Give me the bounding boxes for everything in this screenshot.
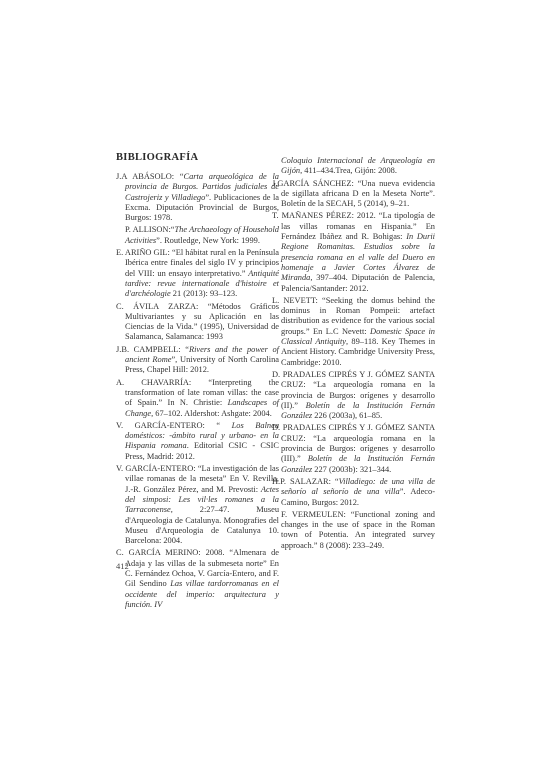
entry-text: ”. Routledge, New York: 1999. (156, 235, 260, 245)
entry-text: C. GARCÍA MERINO: 2008. “Almenara de Adaja y las villas de la submeseta norte” En C. Fernández Ochoa, V. García-Entero, and F. Gil Sendino (116, 548, 279, 589)
entry-title-italic: Domestic Space in Classical Antiquity (281, 326, 435, 347)
entry-title-italic: Rivers and the power of ancient Rome (125, 344, 279, 365)
bibliography-entry (116, 464, 279, 546)
entry-text: . Editorial CSIC - CSIC Press, Madrid: 2012. (125, 441, 279, 461)
bibliography-entry (272, 156, 435, 177)
entry-text: J.A ABÁSOLO: “ (116, 172, 184, 181)
bibliography-entry (272, 423, 435, 474)
entry-title-italic: Boletín de la Institución Fernán González (281, 454, 435, 474)
entry-title-italic: Landscapes of Change (125, 398, 279, 418)
page-number: 412 (116, 561, 129, 571)
entry-text: ”. Adeco-Camino, Burgos: 2012. (281, 487, 435, 507)
entry-title-italic: Las villae tardorromanas en el occidente del imperio: arquitectura y función. IV (125, 579, 279, 609)
entry-text: J.GARCÍA SÁNCHEZ: “Una nueva evidencia de sigillata africana D en la Meseta Norte”. Boletín de la SECAH, 5 (2014), 9–21. (272, 178, 435, 209)
entry-title-italic: Villadiego: de una villa de señorío al señorío de una villa (281, 476, 435, 497)
entry-text: , 397–404. Diputación de Palencia, Palencia/Santander: 2012. (281, 273, 435, 293)
entry-text: V. GARCÍA-ENTERO: “ (116, 420, 232, 430)
bibliography-entry (272, 370, 435, 421)
entry-text: , 89–118. Key Themes in Ancient History. Cambridge University Press, Cambridge: 2010. (281, 337, 436, 367)
entry-text: ”. Publicaciones de la Excma. Diputación Provincial de Burgos, Burgos: 1978. (125, 192, 279, 223)
bibliography-entry (116, 248, 279, 299)
entry-text: , 67–102. Aldershot: Ashgate: 2004. (151, 408, 272, 418)
bibliography-entry (116, 421, 279, 462)
entry-text: 226 (2003a), 61–85. (312, 411, 383, 421)
bibliography-entry (272, 477, 435, 508)
bibliography-column-right (272, 156, 435, 553)
entry-text: A. CHAVARRÍA: “Interpreting the transformation of late roman villas: the case of Spain.” In N. Christie: (116, 377, 279, 408)
entry-text: C. ÁVILA ZARZA: “Métodos Gráficos Multivariantes y su Aplicación en las Ciencias de la Vida.” (1995), Universidad de Salamanca, Salamanca: 1993 (116, 301, 279, 342)
entry-title-italic: The Archaeology of Household Activities (125, 225, 279, 245)
entry-text: F. VERMEULEN: “Functional zoning and changes in the use of space in the Roman town of Potentia. An integrated survey approach.” 8 (2008): 233–249. (281, 509, 435, 550)
entry-text: D. PRADALES CIPRÉS Y J. GÓMEZ SANTA CRUZ: “La arqueología romana en la provincia de Burgos: orígenes y desarrollo (III).” (272, 423, 435, 464)
entry-title-italic: Coloquio Internacional de Arqueología en Gijón (281, 156, 435, 176)
bibliography-entry (272, 296, 435, 368)
bibliography-entry (272, 211, 435, 293)
entry-title-italic: Boletín de la Institución Fernán González (281, 400, 435, 421)
entry-text: T. MAÑANES PÉREZ: 2012. “La tipología de las villas romanas en Hispania.” En Fernández Ibáñez and R. Bohigas: (272, 211, 435, 242)
page-title: BIBLIOGRAFÍA (116, 152, 199, 163)
bibliography-entry (116, 378, 279, 419)
entry-text: H.P. SALAZAR: “ (272, 476, 339, 486)
bibliography-entry (272, 510, 435, 551)
entry-title-italic: In Durii Regione Romanitas. Estudios sobre la presencia romana en el valle del Duero en homenaje a Javier Cortes Álvarez de Miranda (281, 232, 435, 283)
entry-text: ”, University of North Carolina Press, Chapel Hill: 2012. (125, 355, 279, 375)
entry-title-italic: Los Balnea domésticos: -ámbito rural y urbano- en la Hispania romana (125, 420, 280, 451)
entry-text: L. NEVETT: “Seeking the domus behind the dominus in Roman Pompeii: artefact distribution as evidence for the various social groups.” En L.C Nevett: (272, 295, 435, 336)
bibliography-entry (116, 302, 279, 343)
entry-text: , 411–434.Trea, Gijón: 2008. (300, 166, 397, 176)
entry-text: D. PRADALES CIPRÉS Y J. GÓMEZ SANTA CRUZ: “La arqueología romana en la provincia de Burgos: orígenes y desarrollo (II).” (272, 369, 435, 410)
entry-text: 227 (2003b): 321–344. (312, 464, 392, 474)
entry-text: 21 (2013): 93–123. (170, 289, 238, 299)
entry-text: J.B. CAMPBELL: “ (116, 344, 189, 354)
entry-text: E. ARIÑO GIL: “El hábitat rural en la Península Ibérica entre finales del siglo IV y principios del VIII: un ensayo interpretativo.” (116, 248, 279, 278)
bibliography-entry (116, 225, 279, 246)
bibliography-column-left (116, 172, 279, 612)
entry-title-italic: Actes del simposi: Les vil·les romanes a la Tarraconense (125, 484, 279, 515)
bibliography-entry (116, 345, 279, 376)
entry-title-italic: Carta arqueológica de la provincia de Burgos. Partidos judiciales de Castrojeriz y Villadiego (125, 172, 279, 202)
entry-title-italic: Antiquité tardive: revue internationale d'histoire et d'archéologie (125, 268, 279, 299)
bibliography-entry (272, 179, 435, 210)
bibliography-entry (116, 548, 279, 610)
bibliography-entry (116, 172, 279, 223)
entry-text: V. GARCÍA-ENTERO: “La investigación de las villae romanas de la meseta” En V. Revilla, J.-R. González Pérez, and M. Prevosti: (116, 464, 279, 494)
entry-text: P. ALLISON:“ (125, 225, 175, 235)
entry-text: , 2:27–47. Museu d'Arqueologia de Catalunya. Monografies del Museu d'Arqueologia de Catalunya 10. Barcelona: 2004. (125, 505, 279, 546)
